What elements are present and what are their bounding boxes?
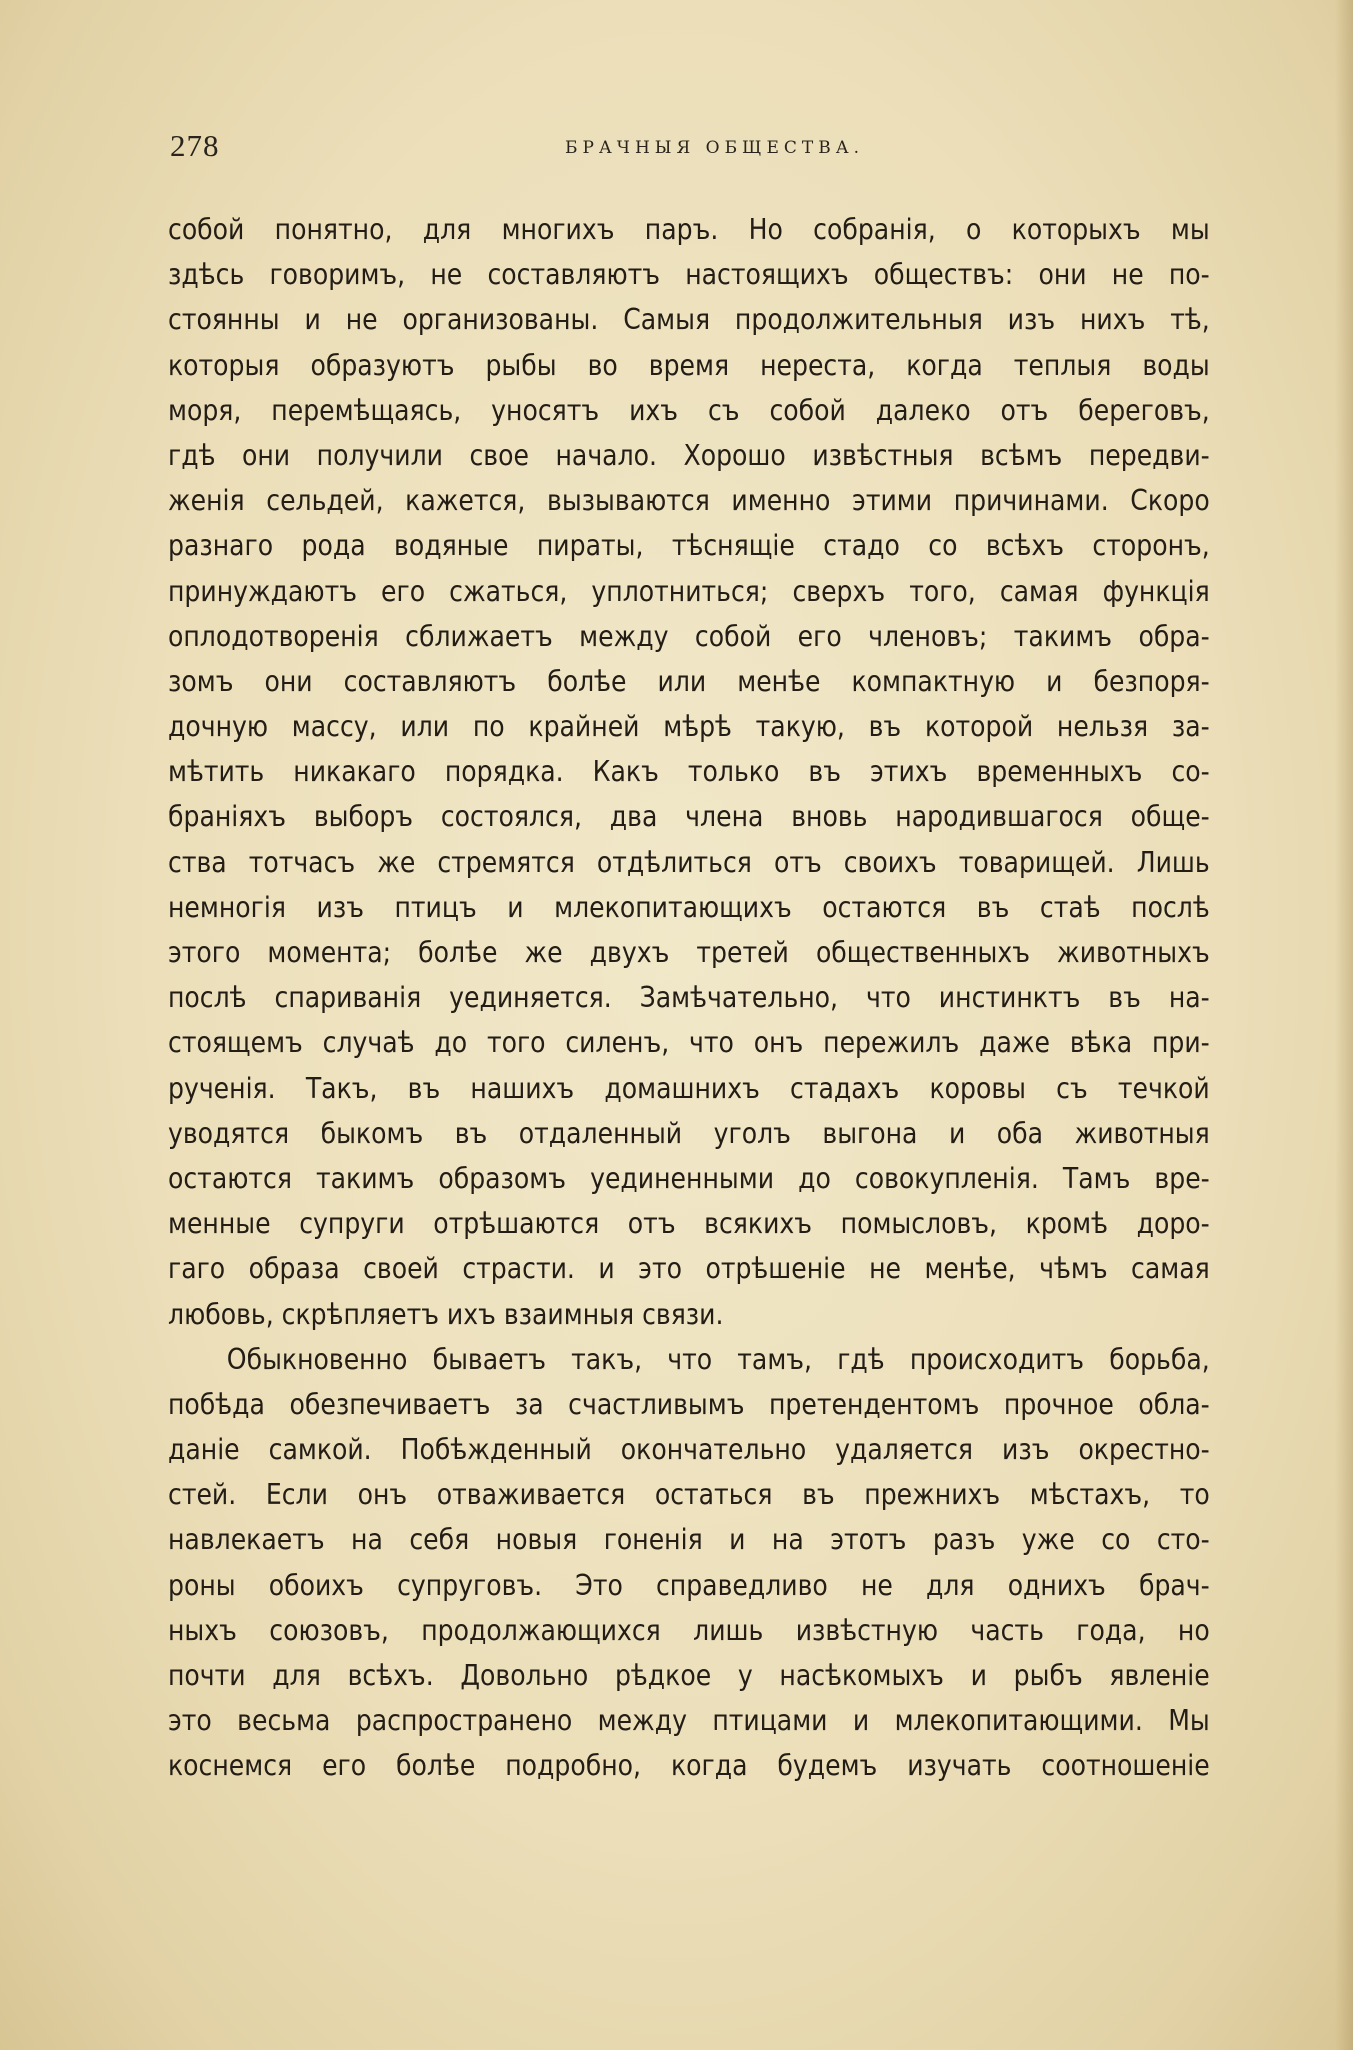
text-line: стоящемъ случаѣ до того силенъ, что онъ пережилъ даже вѣка при- — [168, 1026, 1210, 1060]
text-line: почти для всѣхъ. Довольно рѣдкое у насѣкомыхъ и рыбъ явленіе — [168, 1659, 1210, 1692]
text-line: коснемся его болѣе подробно, когда будемъ изучать соотношеніе — [168, 1749, 1210, 1783]
text-line: остаются такимъ образомъ уединенными до совокупленія. Тамъ вре- — [168, 1161, 1210, 1195]
text-line: зомъ они составляютъ болѣе или менѣе компактную и безпоря- — [168, 664, 1210, 698]
text-line: здѣсь говоримъ, не составляютъ настоящихъ обществъ: они не по- — [168, 258, 1210, 292]
page-header — [170, 128, 1225, 168]
text-line: принуждаютъ его сжаться, уплотниться; сверхъ того, самая функція — [168, 574, 1210, 608]
paragraph — [168, 1337, 1231, 1789]
text-line: браніяхъ выборъ состоялся, два члена вновь народившагося обще- — [168, 800, 1210, 834]
text-line: дочную массу, или по крайней мѣрѣ такую, въ которой нельзя за- — [168, 710, 1210, 744]
body-text — [168, 207, 1231, 1789]
text-line: Обыкновенно бываетъ такъ, что тамъ, гдѣ происходитъ борьба, — [226, 1342, 1210, 1376]
text-line: ства тотчасъ же стремятся отдѣлиться отъ своихъ товарищей. Лишь — [168, 845, 1210, 879]
text-line: мѣтить никакаго порядка. Какъ только въ этихъ временныхъ со- — [168, 755, 1210, 789]
text-line: немногія изъ птицъ и млекопитающихъ остаются въ стаѣ послѣ — [168, 890, 1210, 924]
text-line: гаго образа своей страсти. и это отрѣшеніе не менѣе, чѣмъ самая — [168, 1252, 1210, 1286]
text-line: рученія. Такъ, въ нашихъ домашнихъ стадахъ коровы съ течкой — [168, 1071, 1210, 1105]
text-line: гдѣ они получили свое начало. Хорошо извѣстныя всѣмъ передви- — [168, 438, 1210, 472]
text-line: уводятся быкомъ въ отдаленный уголъ выгона и оба животныя — [168, 1116, 1210, 1150]
text-line: побѣда обезпечиваетъ за счастливымъ претендентомъ прочное обла- — [168, 1387, 1210, 1421]
text-line: менные супруги отрѣшаются отъ всякихъ помысловъ, кромѣ доро- — [168, 1207, 1210, 1241]
text-line: собой понятно, для многихъ паръ. Но собранія, о которыхъ мы — [168, 213, 1210, 246]
running-title: БРАЧНЫЯ ОБЩЕСТВА. — [565, 138, 864, 158]
text-line: стоянны и не организованы. Самыя продолжительныя изъ нихъ тѣ, — [168, 303, 1210, 337]
text-line: даніе самкой. Побѣжденный окончательно удаляется изъ окрестно- — [168, 1433, 1210, 1467]
text-line: оплодотворенія сближаетъ между собой его членовъ; такимъ обра- — [168, 619, 1210, 653]
text-line: женія сельдей, кажется, вызываются именно этими причинами. Скоро — [168, 484, 1210, 518]
text-line: стей. Если онъ отваживается остаться въ прежнихъ мѣстахъ, то — [168, 1478, 1210, 1512]
text-line: разнаго рода водяные пираты, тѣснящіе стадо со всѣхъ сторонъ, — [168, 529, 1210, 563]
text-line: роны обоихъ супруговъ. Это справедливо не для однихъ брач- — [168, 1568, 1210, 1602]
text-line: моря, перемѣщаясь, уносятъ ихъ съ собой далеко отъ береговъ, — [168, 393, 1210, 427]
page-edge-shadow — [1335, 0, 1353, 2050]
paragraph — [168, 207, 1231, 1337]
text-line: послѣ спариванія уединяется. Замѣчательно, что инстинктъ въ на- — [168, 981, 1210, 1015]
text-line: ныхъ союзовъ, продолжающихся лишь извѣстную часть года, но — [168, 1613, 1210, 1647]
page-number: 278 — [170, 128, 220, 163]
text-line: навлекаетъ на себя новыя гоненія и на этотъ разъ уже со сто- — [168, 1523, 1210, 1557]
text-line: любовь, скрѣпляетъ ихъ взаимныя связи. — [168, 1297, 724, 1331]
text-line: этого момента; болѣе же двухъ третей общественныхъ животныхъ — [168, 936, 1210, 969]
text-line: которыя образуютъ рыбы во время нереста, когда теплыя воды — [168, 348, 1210, 382]
text-line: это весьма распространено между птицами и млекопитающими. Мы — [168, 1704, 1210, 1738]
